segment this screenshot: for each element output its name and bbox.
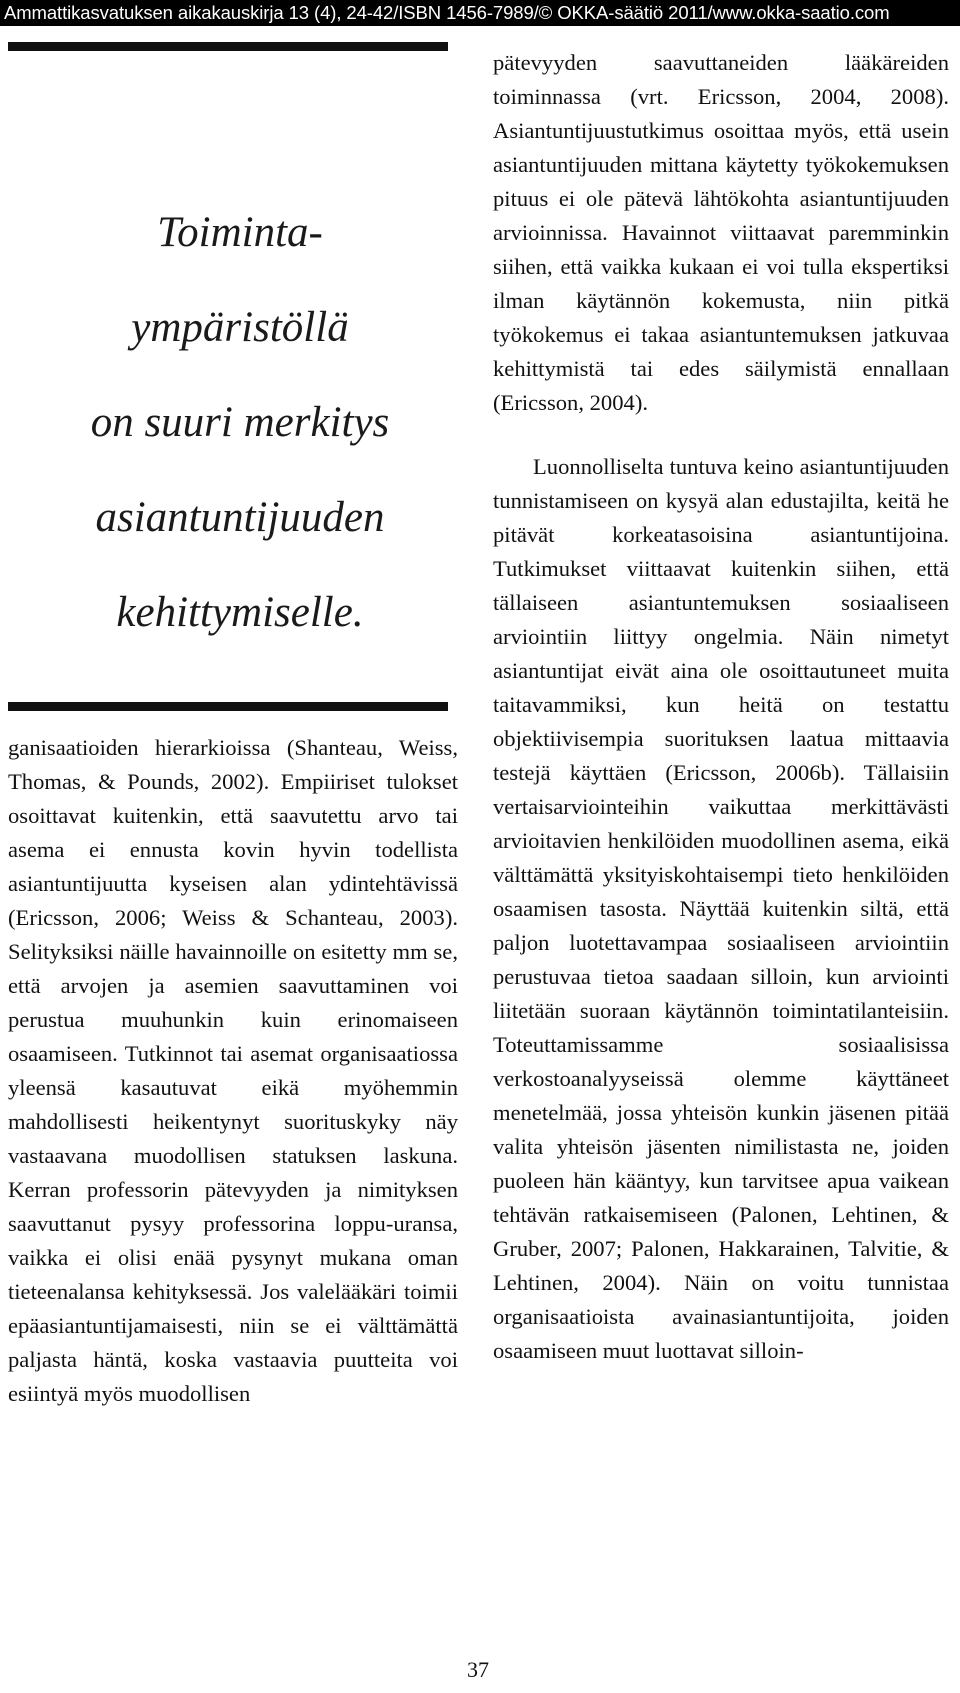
pull-quote-line: on suuri merkitys [90, 399, 390, 446]
body-paragraph: pätevyyden saavuttaneiden lääkäreiden toiminnassa (vrt. Ericsson, 2004, 2008). Asiantuntijuustutkimus osoittaa myös, että usein asiantuntijuuden mittana käytetty työkokemuksen pituus ei ole pätevä lähtökohta asiantuntijuuden arvioinnissa. Havainnot viittaavat paremminkin siihen, että vaikka kukaan ei voi tulla ekspertiksi ilman käytännön kokemusta, niin pitkä työkokemus ei takaa asiantuntemuksen jatkuvaa kehittymistä tai edes säilymistä ennallaan (Ericsson, 2004). [493, 50, 949, 415]
body-paragraph: ganisaatioiden hierarkioissa (Shanteau, Weiss, Thomas, & Pounds, 2002). Empiiriset tulokset osoittavat kuitenkin, että saavutettu arvo tai asema ei ennusta kovin hyvin todellista asiantuntijuutta kyseisen alan ydintehtävissä (Ericsson, 2006; Weiss & Schanteau, 2003). Selityksiksi näille havainnoille on esitetty mm se, että arvojen ja asemien saavuttaminen voi perustua muuhunkin kuin erinomaiseen osaamiseen. Tutkinnot tai asemat organisaatiossa yleensä kasautuvat eikä myöhemmin mahdollisesti heikentynyt suorituskyky näy vastaavana muodollisen statuksen laskuna. Kerran professorin pätevyyden ja nimityksen saavuttanut pysyy professorina loppu-uransa, vaikka ei olisi enää pysynyt mukana oman tieteenalansa kehityksessä. Jos valelääkäri toimii epäasiantuntijamaisesti, niin se ei välttämättä paljasta häntä, koska vastaavia puutteita voi esiintyä myös muodollisen [8, 735, 458, 1406]
pull-quote-line: asiantuntijuuden [95, 494, 385, 541]
pull-quote-line: kehittymiselle. [116, 589, 364, 636]
pull-quote-line: ympäristöllä [131, 304, 349, 351]
page-number: 37 [467, 1657, 489, 1682]
left-column [8, 731, 458, 1411]
pull-quote-bottom-rule [8, 702, 448, 711]
pull-quote-top-rule [8, 42, 448, 51]
pull-quote [30, 185, 450, 660]
pull-quote-line: Toiminta- [157, 209, 323, 256]
body-paragraph: Luonnolliselta tuntuva keino asiantuntijuuden tunnistamiseen on kysyä alan edustajilta, keitä he pitävät korkeatasoisina asiantuntijoina. Tutkimukset viittaavat kuitenkin siihen, että tällaiseen asiantuntemuksen sosiaaliseen arviointiin liittyy ongelmia. Näin nimetyt asiantuntijat eivät aina ole osoittautuneet muita taitavammiksi, kun heitä on testattu objektiivisempia suorituksen laatua mittaavia testejä käyttäen (Ericsson, 2006b). Tällaisiin vertaisarviointeihin vaikuttaa merkittävästi arvioitavien henkilöiden muodollinen asema, eikä välttämättä yksityiskohtaisempi tieto henkilöiden osaamisen tasosta. Näyttää kuitenkin siltä, että paljon luotettavampaa sosiaaliseen arviointiin perustuvaa tietoa saadaan silloin, kun arviointi liitetään suoraan käytännön toimintatilanteisiin. Toteuttamissamme sosiaalisissa verkostoanalyyseissä olemme käyttäneet menetelmää, jossa yhteisön kunkin jäsenen pitää valita yhteisön jäsenten nimilistasta ne, joiden puoleen hän kääntyy, kun tarvitsee apua vaikean tehtävän ratkaisemiseen (Palonen, Lehtinen, & Gruber, 2007; Palonen, Hakkarainen, Talvitie, & Lehtinen, 2004). Näin on voitu tunnistaa organisaatioista avainasiantuntijoita, joiden osaamiseen muut luottavat silloin- [493, 454, 949, 1363]
journal-header: Ammattikasvatuksen aikakauskirja 13 (4), 24-42/ISBN 1456-7989/© OKKA-säätiö 2011/www.okka-saatio.com [0, 0, 960, 26]
right-column [493, 46, 949, 1368]
